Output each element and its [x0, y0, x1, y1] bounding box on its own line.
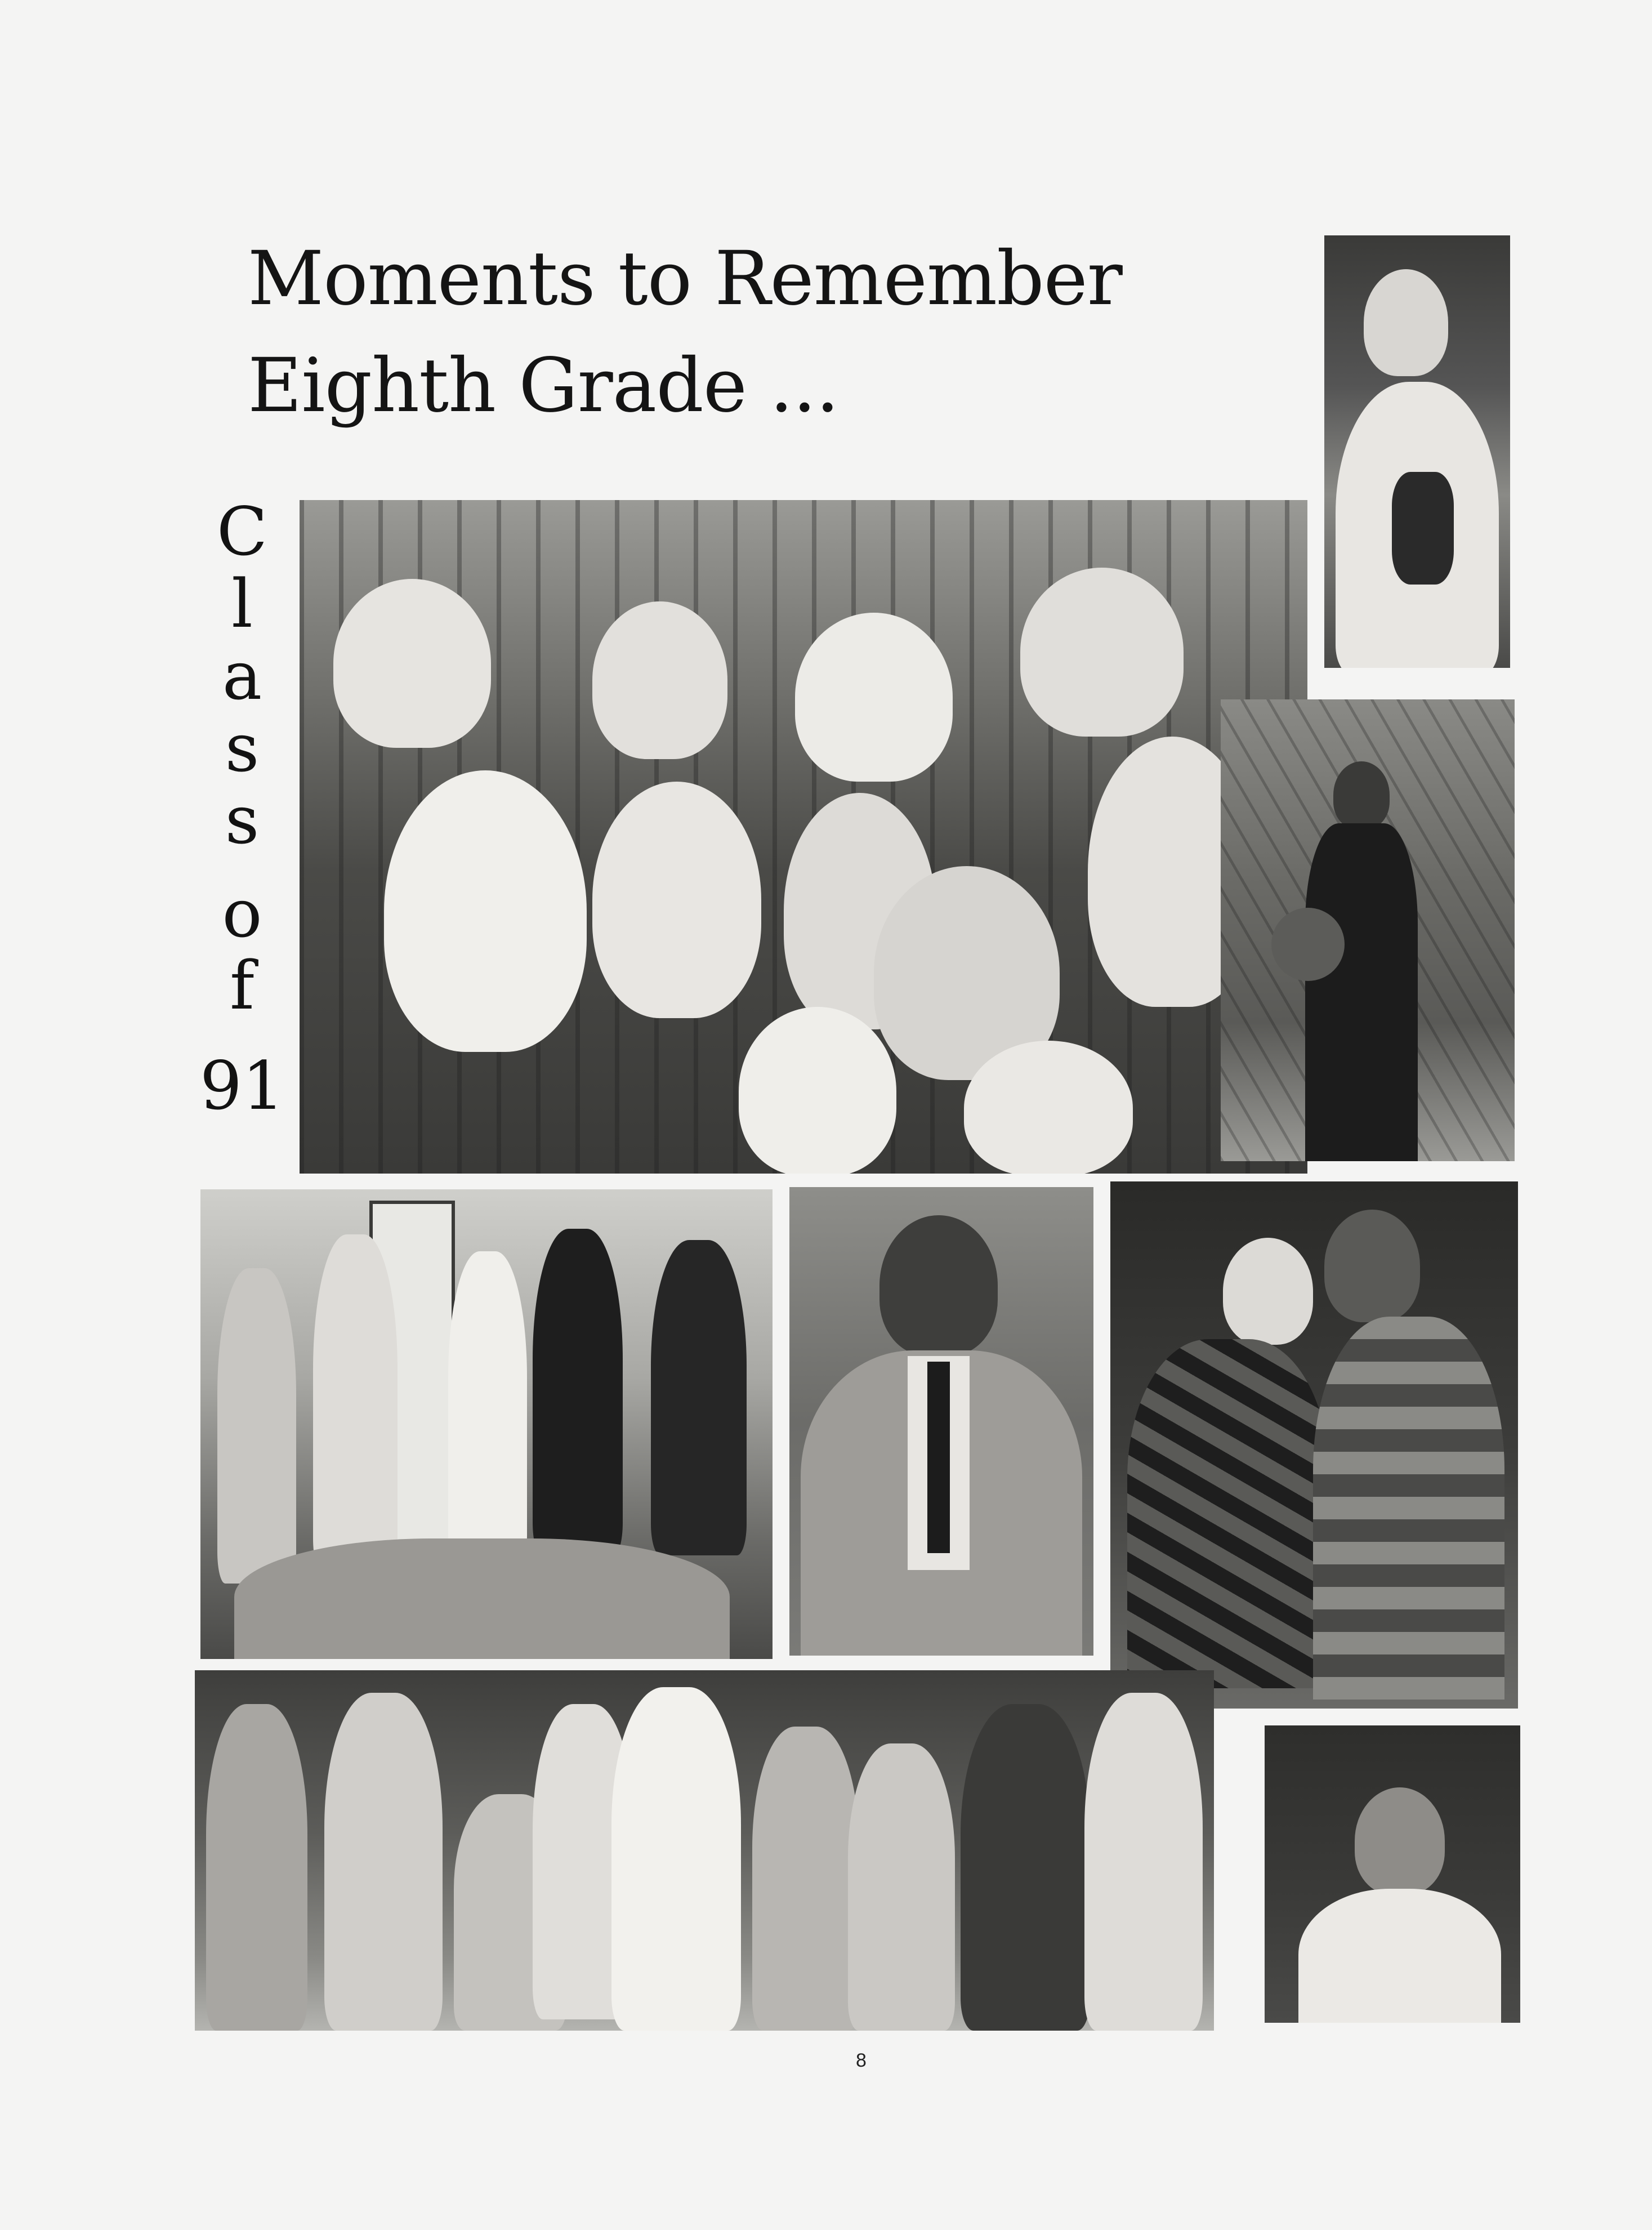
photo-boy-in-turtleneck: [1265, 1725, 1520, 2023]
photo-group-with-water-balloons: [195, 1670, 1214, 2031]
photo-group-outdoors: [300, 500, 1307, 1174]
photo-group-on-porch: [200, 1189, 773, 1659]
photo-subject: [592, 601, 727, 759]
photo-turtleneck: [1298, 1889, 1501, 2023]
side-letter: f: [230, 947, 255, 1024]
photo-subject: [1355, 1787, 1445, 1894]
photo-sweater: [1313, 1317, 1504, 1700]
photo-subject: [533, 1229, 623, 1555]
photo-subject: [795, 613, 953, 782]
photo-subject: [1364, 269, 1448, 376]
photo-shirt-print: [1392, 472, 1454, 585]
photo-subject: [384, 770, 587, 1052]
side-year: 91: [199, 1047, 285, 1125]
photo-subject: [611, 1687, 741, 2031]
heading-line-1: Moments to Remember: [248, 235, 1122, 322]
photo-subject: [1020, 568, 1184, 737]
photo-subject: [1324, 1210, 1420, 1322]
heading-line-2: Eighth Grade ...: [248, 342, 839, 429]
photo-subject: [879, 1215, 998, 1356]
side-letter: l: [231, 565, 253, 643]
side-letter: s: [225, 709, 260, 787]
photo-subject: [752, 1727, 859, 2031]
class-of-91-vertical-title: [197, 493, 287, 1125]
photo-subject: [592, 782, 761, 1018]
side-letter: s: [225, 781, 260, 859]
side-letter: o: [222, 875, 262, 952]
basketball: [1271, 908, 1345, 981]
photo-audience: [234, 1538, 730, 1659]
photo-subject: [324, 1693, 443, 2031]
photo-tie: [927, 1362, 950, 1553]
photo-boy-in-suit-with-basketball: [1221, 699, 1515, 1161]
photo-boy-pointing: [1324, 235, 1510, 668]
photo-subject: [651, 1240, 747, 1555]
photo-two-boys-in-sweaters: [1110, 1181, 1518, 1709]
photo-subject: [448, 1251, 527, 1567]
photo-subject: [848, 1743, 955, 2031]
photo-suit: [1305, 823, 1418, 1161]
photo-subject: [961, 1704, 1090, 2031]
photo-subject: [333, 579, 491, 748]
page-heading: [248, 225, 1122, 439]
photo-subject: [1223, 1238, 1313, 1345]
side-letter: a: [222, 637, 262, 715]
photo-subject: [964, 1041, 1133, 1174]
photo-subject: [206, 1704, 307, 2031]
photo-subject: [739, 1007, 896, 1174]
photo-subject: [217, 1268, 296, 1584]
photo-subject: [1084, 1693, 1203, 2031]
photo-subject: [1333, 761, 1390, 829]
photo-sweater: [1127, 1339, 1330, 1688]
page-number: 8: [856, 2050, 867, 2071]
photo-subject: [313, 1234, 398, 1572]
photo-boy-in-jacket-and-tie: [789, 1187, 1093, 1656]
side-letter: C: [216, 493, 268, 570]
